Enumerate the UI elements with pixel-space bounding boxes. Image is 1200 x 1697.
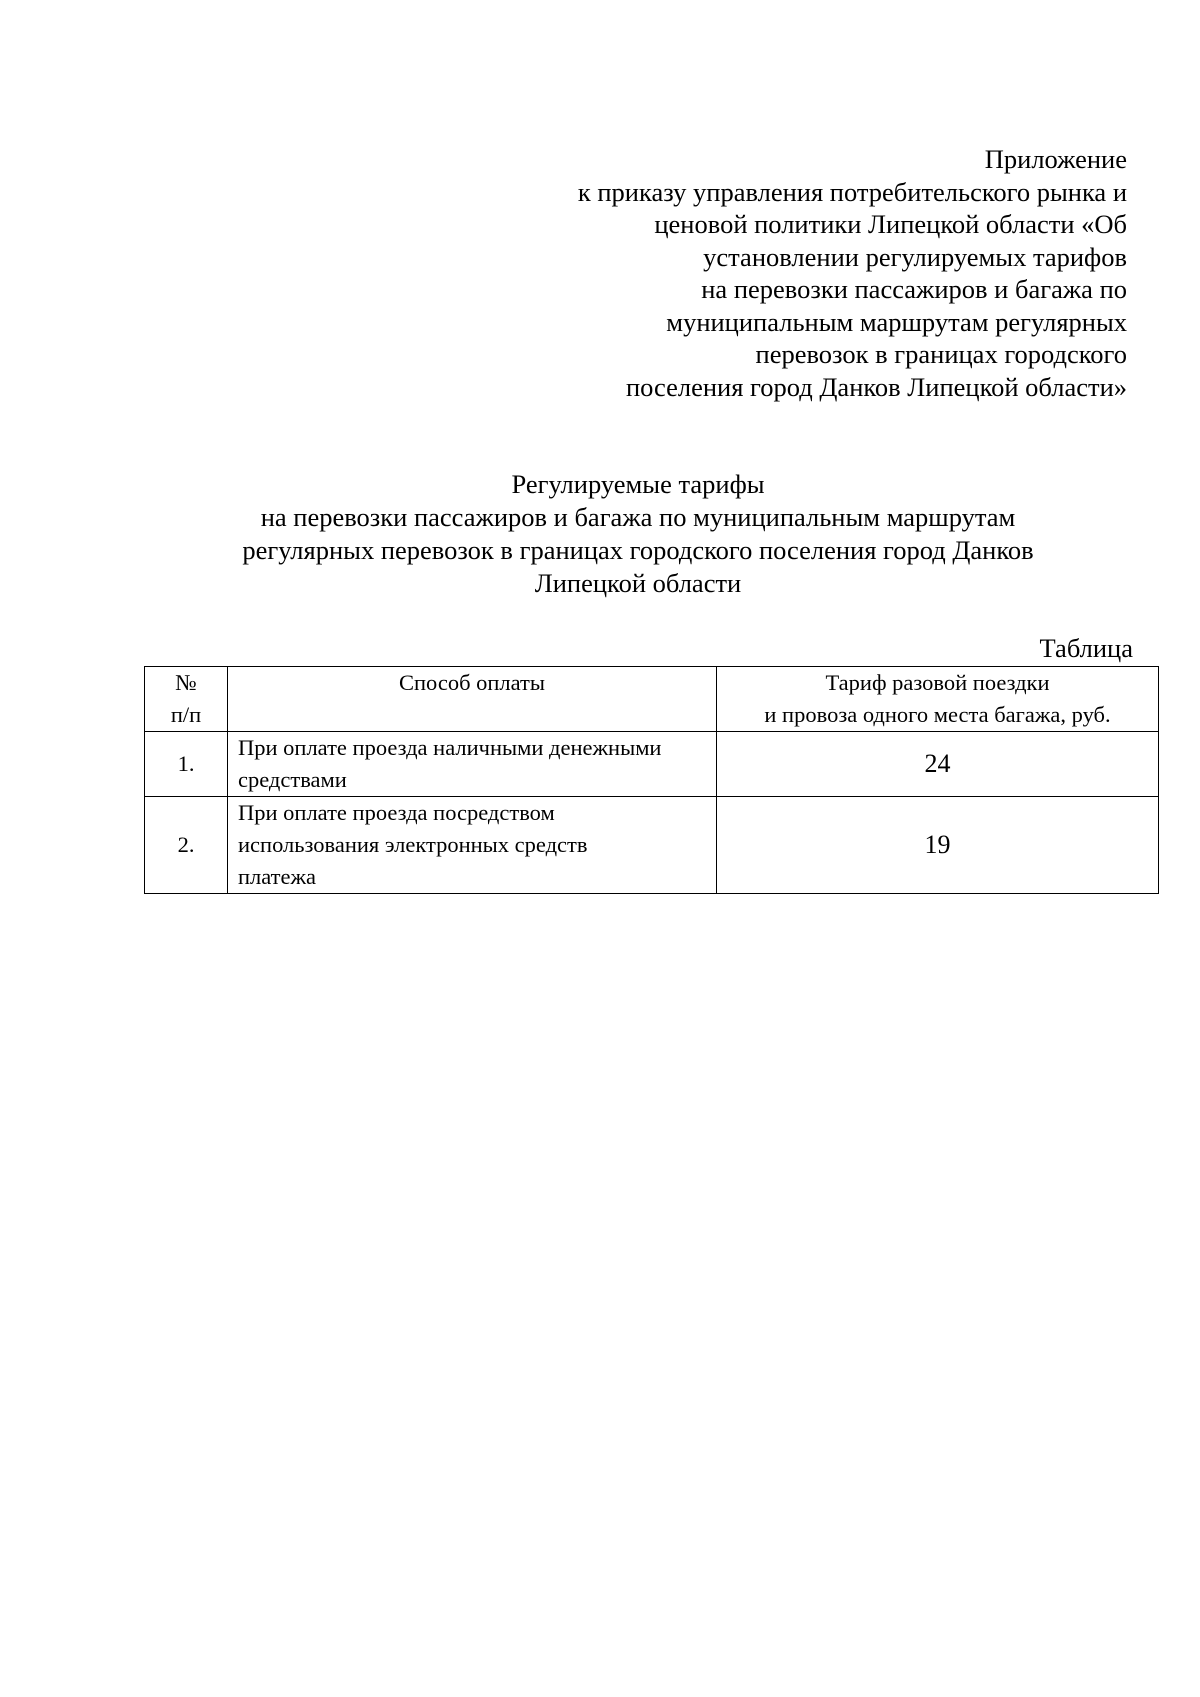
- title-line: Липецкой области: [534, 568, 742, 598]
- table-caption: Таблица: [1039, 633, 1133, 663]
- appendix-header: [427, 143, 1127, 403]
- row-tariff: [717, 732, 1159, 797]
- appendix-line: к приказу управления потребительского рынка и: [577, 176, 1127, 207]
- row-method: [228, 797, 717, 894]
- table-row: [145, 797, 1159, 894]
- title-line: регулярных перевозок в границах городского поселения город Данков: [242, 535, 1034, 565]
- header-number: [145, 667, 228, 732]
- appendix-line: перевозок в границах городского: [755, 339, 1127, 369]
- title-line: на перевозки пассажиров и багажа по муниципальным маршрутам: [260, 502, 1016, 532]
- tariff-table: [144, 666, 1159, 894]
- title-line: Регулируемые тарифы: [511, 469, 765, 499]
- header-method-label: Способ оплаты: [398, 670, 546, 695]
- header-number-line: п/п: [170, 702, 202, 727]
- header-tariff-line: и провоза одного места багажа, руб.: [764, 702, 1111, 727]
- row-method-line: платежа: [238, 864, 317, 889]
- header-method: [228, 667, 717, 732]
- row-method-line: использования электронных средств: [238, 832, 588, 857]
- document-title: [143, 468, 1133, 600]
- appendix-line: поселения город Данков Липецкой области»: [625, 371, 1127, 402]
- table-header-row: [145, 667, 1159, 732]
- row-method-line: средствами: [238, 767, 347, 792]
- row-method-line: При оплате проезда посредством: [238, 800, 555, 825]
- appendix-line: Приложение: [984, 144, 1127, 174]
- row-method-line: При оплате проезда наличными денежными: [238, 735, 662, 760]
- row-tariff: [717, 797, 1159, 894]
- appendix-line: ценовой политики Липецкой области «Об: [654, 209, 1127, 239]
- appendix-line: на перевозки пассажиров и багажа по: [701, 274, 1127, 304]
- tariff-value: 19: [924, 829, 951, 859]
- appendix-line: установлении регулируемых тарифов: [703, 241, 1127, 272]
- header-number-line: №: [175, 670, 197, 695]
- row-number: 1.: [145, 732, 228, 797]
- tariff-value: 24: [924, 748, 951, 778]
- header-tariff-line: Тариф разовой поездки: [825, 670, 1050, 695]
- row-number: 2.: [145, 797, 228, 894]
- row-method: [228, 732, 717, 797]
- header-tariff: [717, 667, 1159, 732]
- table-row: [145, 732, 1159, 797]
- appendix-line: муниципальным маршрутам регулярных: [666, 306, 1127, 337]
